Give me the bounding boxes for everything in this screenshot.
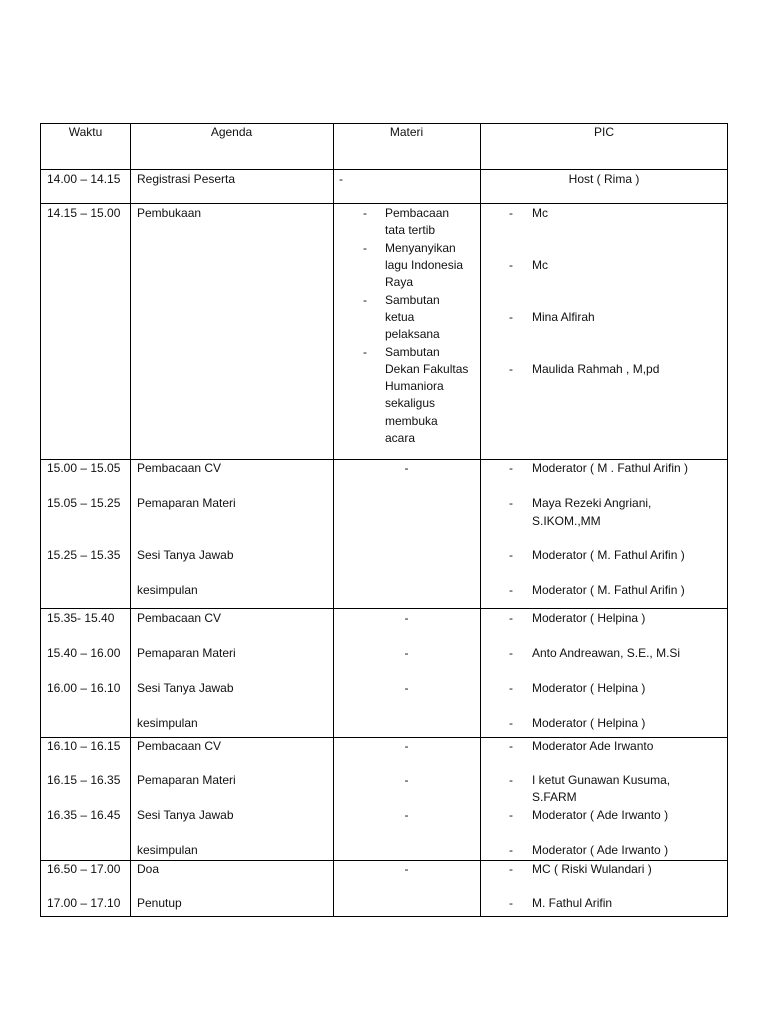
agenda-cell: Pemaparan Materi	[137, 646, 236, 660]
bullet-dash: -	[509, 548, 513, 562]
pic-line: M. Fathul Arifin	[532, 896, 613, 910]
bullet-dash: -	[363, 345, 367, 359]
pic-line: Anto Andreawan, S.E., M.Si	[532, 646, 681, 660]
column-divider	[130, 124, 131, 916]
agenda-cell: Sesi Tanya Jawab	[137, 681, 234, 695]
pic-line: S.IKOM.,MM	[532, 514, 601, 528]
materi-line: Dekan Fakultas	[385, 362, 469, 376]
bullet-dash: -	[509, 310, 513, 324]
pic-line: Moderator ( Ade Irwanto )	[532, 808, 669, 822]
bullet-dash: -	[509, 808, 513, 822]
time-cell: 15.25 – 15.35	[47, 548, 121, 562]
bullet-dash: -	[509, 258, 513, 272]
agenda-cell: Registrasi Peserta	[137, 172, 236, 186]
header-pic: PIC	[593, 125, 614, 139]
bullet-dash: -	[363, 241, 367, 255]
bullet-dash: -	[509, 843, 513, 857]
agenda-cell: kesimpulan	[137, 843, 198, 857]
column-divider	[333, 124, 334, 916]
bullet-dash: -	[509, 896, 513, 910]
materi-cell: -	[404, 808, 409, 822]
header-materi: Materi	[389, 125, 424, 139]
pic-line: Moderator ( Helpina )	[532, 611, 646, 625]
column-divider	[480, 124, 481, 916]
materi-line: pelaksana	[385, 327, 440, 341]
agenda-cell: Sesi Tanya Jawab	[137, 808, 234, 822]
bullet-dash: -	[509, 646, 513, 660]
bullet-dash: -	[509, 611, 513, 625]
materi-cell: -	[339, 172, 343, 186]
pic-line: Moderator ( M. Fathul Arifin )	[532, 583, 685, 597]
materi-cell: -	[404, 739, 409, 753]
schedule-table	[40, 123, 728, 917]
agenda-cell: Sesi Tanya Jawab	[137, 548, 234, 562]
time-cell: 15.35- 15.40	[47, 611, 115, 625]
time-cell: 15.40 – 16.00	[47, 646, 121, 660]
bullet-dash: -	[509, 583, 513, 597]
agenda-cell: Pembacaan CV	[137, 611, 222, 625]
materi-line: Menyanyikan	[385, 241, 456, 255]
agenda-cell: Pembacaan CV	[137, 461, 222, 475]
pic-line: Mc	[532, 258, 548, 272]
time-cell: 14.00 – 14.15	[47, 172, 121, 186]
bullet-dash: -	[509, 862, 513, 876]
time-cell: 15.00 – 15.05	[47, 461, 121, 475]
header-agenda: Agenda	[210, 125, 253, 139]
agenda-cell: Pemaparan Materi	[137, 496, 236, 510]
time-cell: 17.00 – 17.10	[47, 896, 121, 910]
time-cell: 16.15 – 16.35	[47, 773, 121, 787]
pic-line: S.FARM	[532, 790, 577, 804]
bullet-dash: -	[509, 461, 513, 475]
time-cell: 15.05 – 15.25	[47, 496, 121, 510]
agenda-cell: Pembacaan CV	[137, 739, 222, 753]
pic-line: Mina Alfirah	[532, 310, 595, 324]
agenda-cell: Penutup	[137, 896, 182, 910]
materi-line: Humaniora	[385, 379, 444, 393]
pic-line: Moderator ( M . Fathul Arifin )	[532, 461, 689, 475]
time-cell: 16.35 – 16.45	[47, 808, 121, 822]
materi-line: Pembacaan	[385, 206, 450, 220]
row-divider	[41, 608, 727, 609]
materi-cell: -	[404, 461, 409, 475]
materi-cell: -	[404, 773, 409, 787]
pic-line: Moderator ( Helpina )	[532, 681, 646, 695]
pic-line: Moderator ( Ade Irwanto )	[532, 843, 669, 857]
pic-line: Maulida Rahmah , M,pd	[532, 362, 660, 376]
materi-line: sekaligus	[385, 396, 436, 410]
materi-line: Sambutan	[385, 345, 440, 359]
bullet-dash: -	[509, 362, 513, 376]
bullet-dash: -	[509, 716, 513, 730]
row-divider	[41, 169, 727, 170]
materi-line: tata tertib	[385, 223, 436, 237]
pic-line: Moderator Ade Irwanto	[532, 739, 654, 753]
bullet-dash: -	[363, 206, 367, 220]
agenda-cell: kesimpulan	[137, 716, 198, 730]
agenda-cell: Pembukaan	[137, 206, 202, 220]
time-cell: 16.10 – 16.15	[47, 739, 121, 753]
pic-line: Maya Rezeki Angriani,	[532, 496, 652, 510]
pic-cell: Host ( Rima )	[568, 172, 640, 186]
materi-line: lagu Indonesia	[385, 258, 464, 272]
pic-line: Moderator ( M. Fathul Arifin )	[532, 548, 685, 562]
materi-cell: -	[404, 646, 409, 660]
materi-line: Raya	[385, 275, 414, 289]
pic-line: MC ( Riski Wulandari )	[532, 862, 652, 876]
materi-cell: -	[404, 862, 409, 876]
materi-line: acara	[385, 431, 416, 445]
agenda-cell: Pemaparan Materi	[137, 773, 236, 787]
bullet-dash: -	[509, 681, 513, 695]
pic-line: Mc	[532, 206, 548, 220]
time-cell: 14.15 – 15.00	[47, 206, 121, 220]
materi-line: ketua	[385, 310, 415, 324]
pic-line: Moderator ( Helpina )	[532, 716, 646, 730]
header-waktu: Waktu	[68, 125, 103, 139]
agenda-cell: kesimpulan	[137, 583, 198, 597]
materi-line: Sambutan	[385, 293, 440, 307]
bullet-dash: -	[509, 206, 513, 220]
materi-line: membuka	[385, 414, 438, 428]
time-cell: 16.50 – 17.00	[47, 862, 121, 876]
bullet-dash: -	[509, 496, 513, 510]
bullet-dash: -	[509, 773, 513, 787]
materi-cell: -	[404, 681, 409, 695]
row-divider	[41, 203, 727, 204]
time-cell: 16.00 – 16.10	[47, 681, 121, 695]
bullet-dash: -	[363, 293, 367, 307]
agenda-cell: Doa	[137, 862, 160, 876]
pic-line: I ketut Gunawan Kusuma,	[532, 773, 671, 787]
bullet-dash: -	[509, 739, 513, 753]
materi-cell: -	[404, 611, 409, 625]
